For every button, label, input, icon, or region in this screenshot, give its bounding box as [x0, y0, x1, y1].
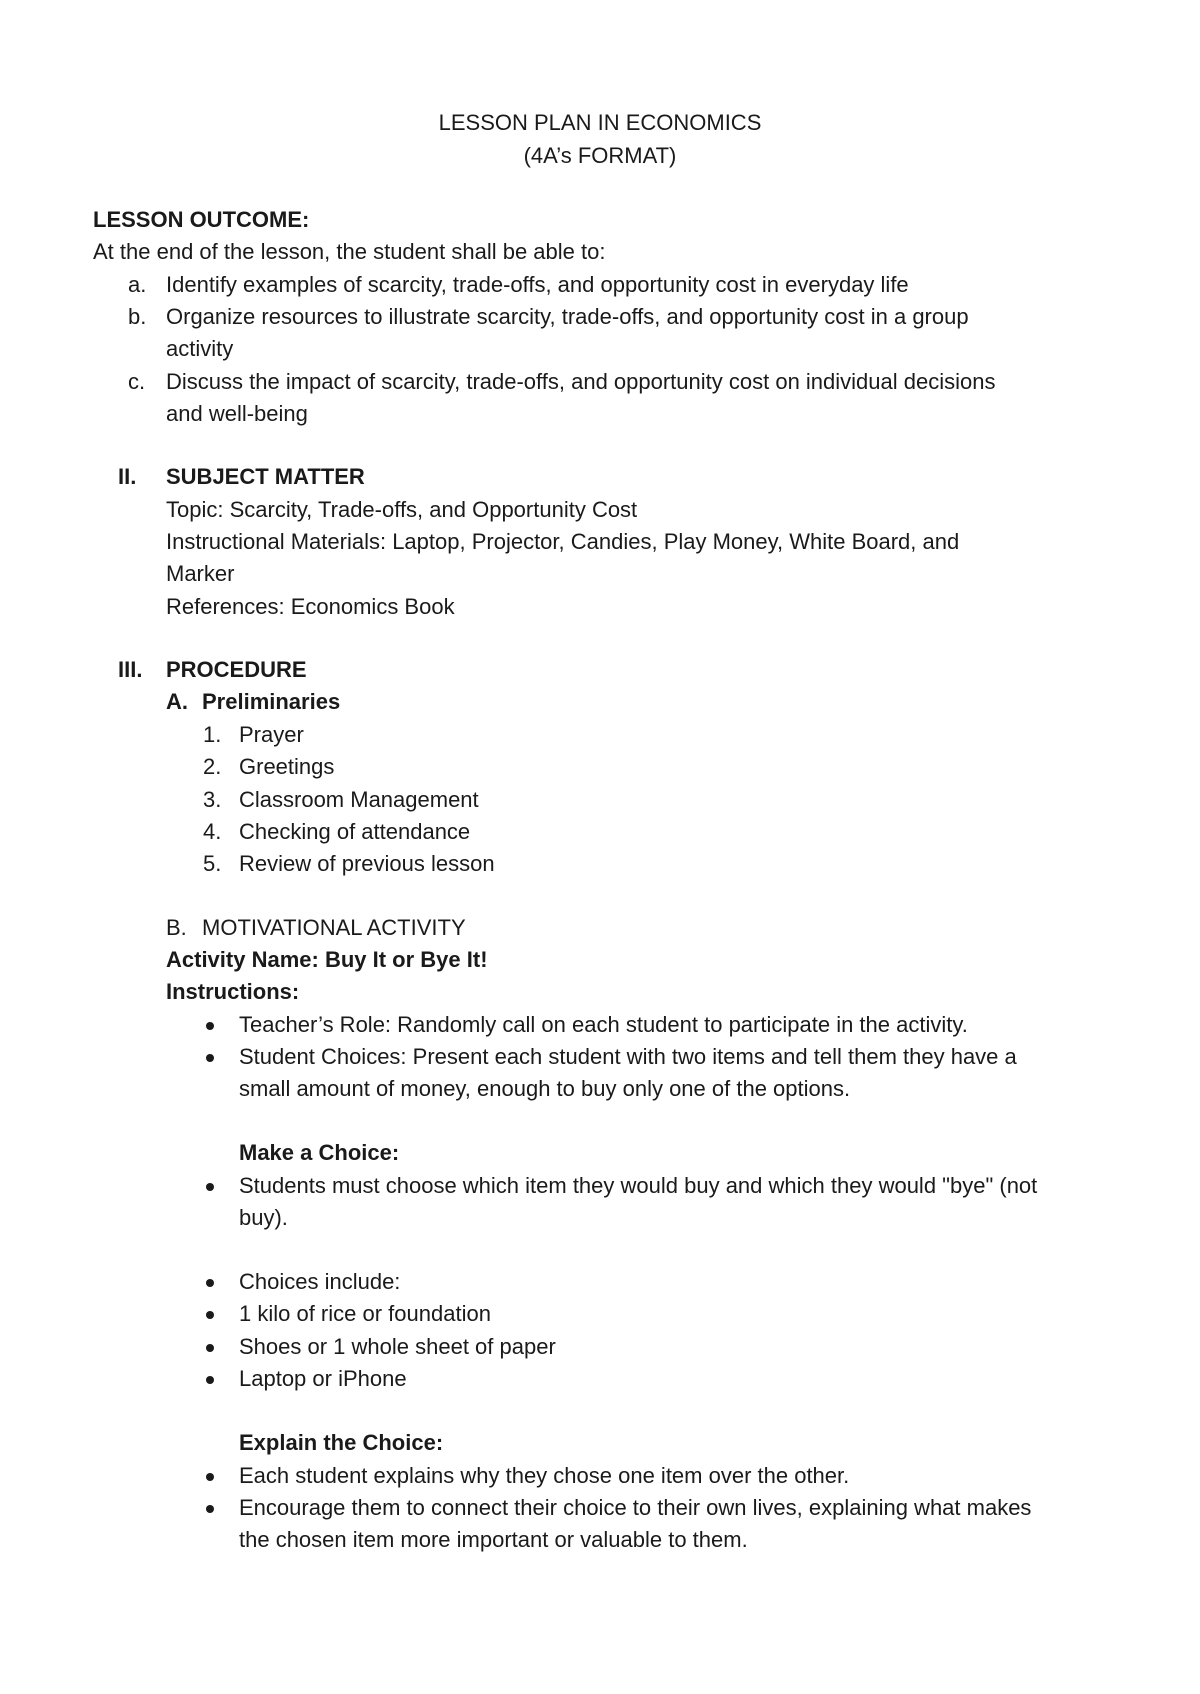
outcome-item-c-cont: and well-being [166, 401, 308, 426]
preliminary-item: Classroom Management [239, 787, 479, 812]
preliminaries-marker: A. [166, 689, 188, 714]
motivational-marker: B. [166, 915, 187, 940]
document-subtitle: (4A’s FORMAT) [523, 143, 677, 168]
preliminary-item: Checking of attendance [239, 819, 471, 844]
bullet-icon [206, 1311, 214, 1319]
explain-choice-label: Explain the Choice: [239, 1430, 444, 1455]
preliminary-marker-1: 1. [203, 722, 222, 747]
bullet-icon [206, 1473, 214, 1481]
preliminary-marker-3: 3. [203, 787, 222, 812]
activity-name: Activity Name: Buy It or Bye It! [166, 947, 488, 972]
subject-topic: Topic: Scarcity, Trade-offs, and Opportunity Cost [166, 497, 638, 522]
subject-matter-marker: II. [118, 464, 137, 489]
outcome-item-b: Organize resources to illustrate scarcity, trade-offs, and opportunity cost in a group [166, 304, 969, 329]
lesson-outcome-heading: LESSON OUTCOME: [93, 207, 310, 232]
bullet-icon [206, 1022, 214, 1030]
lesson-outcome-intro: At the end of the lesson, the student shall be able to: [93, 239, 606, 264]
explain-item: Encourage them to connect their choice to their own lives, explaining what makes [239, 1495, 1032, 1520]
preliminaries-heading: Preliminaries [202, 689, 341, 714]
outcome-item-b-cont: activity [166, 336, 234, 361]
document-title: LESSON PLAN IN ECONOMICS [438, 110, 762, 135]
bullet-icon [206, 1279, 214, 1287]
instruction-student-choices-cont: small amount of money, enough to buy only one of the options. [239, 1076, 851, 1101]
explain-item: Each student explains why they chose one item over the other. [239, 1463, 850, 1488]
choices-intro: Choices include: [239, 1269, 401, 1294]
bullet-icon [206, 1505, 214, 1513]
choice-item: 1 kilo of rice or foundation [239, 1301, 491, 1326]
bullet-icon [206, 1376, 214, 1384]
subject-references: References: Economics Book [166, 594, 455, 619]
subject-matter-heading: SUBJECT MATTER [166, 464, 365, 489]
instruction-student-choices: Student Choices: Present each student with two items and tell them they have a [239, 1044, 1017, 1069]
motivational-heading: MOTIVATIONAL ACTIVITY [202, 915, 466, 940]
make-choice-text: Students must choose which item they would buy and which they would "bye" (not [239, 1173, 1038, 1198]
preliminary-item: Review of previous lesson [239, 851, 495, 876]
outcome-marker-b: b. [128, 304, 147, 329]
preliminary-marker-5: 5. [203, 851, 222, 876]
outcome-marker-a: a. [128, 272, 147, 297]
preliminary-marker-4: 4. [203, 819, 222, 844]
make-choice-label: Make a Choice: [239, 1140, 400, 1165]
outcome-item-a: Identify examples of scarcity, trade-offs, and opportunity cost in everyday life [166, 272, 909, 297]
choice-item: Shoes or 1 whole sheet of paper [239, 1334, 556, 1359]
subject-materials-cont: Marker [166, 561, 235, 586]
outcome-item-c: Discuss the impact of scarcity, trade-offs, and opportunity cost on individual decisions [166, 369, 996, 394]
make-choice-text-cont: buy). [239, 1205, 288, 1230]
bullet-icon [206, 1344, 214, 1352]
outcome-marker-c: c. [128, 369, 146, 394]
procedure-heading: PROCEDURE [166, 657, 307, 682]
bullet-icon [206, 1054, 214, 1062]
explain-item-cont: the chosen item more important or valuable to them. [239, 1527, 748, 1552]
procedure-marker: III. [118, 657, 143, 682]
preliminary-item: Prayer [239, 722, 304, 747]
preliminary-item: Greetings [239, 754, 335, 779]
bullet-icon [206, 1183, 214, 1191]
instruction-teacher-role: Teacher’s Role: Randomly call on each student to participate in the activity. [239, 1012, 968, 1037]
preliminary-marker-2: 2. [203, 754, 222, 779]
choice-item: Laptop or iPhone [239, 1366, 407, 1391]
instructions-label: Instructions: [166, 979, 300, 1004]
subject-materials: Instructional Materials: Laptop, Projector, Candies, Play Money, White Board, and [166, 529, 960, 554]
